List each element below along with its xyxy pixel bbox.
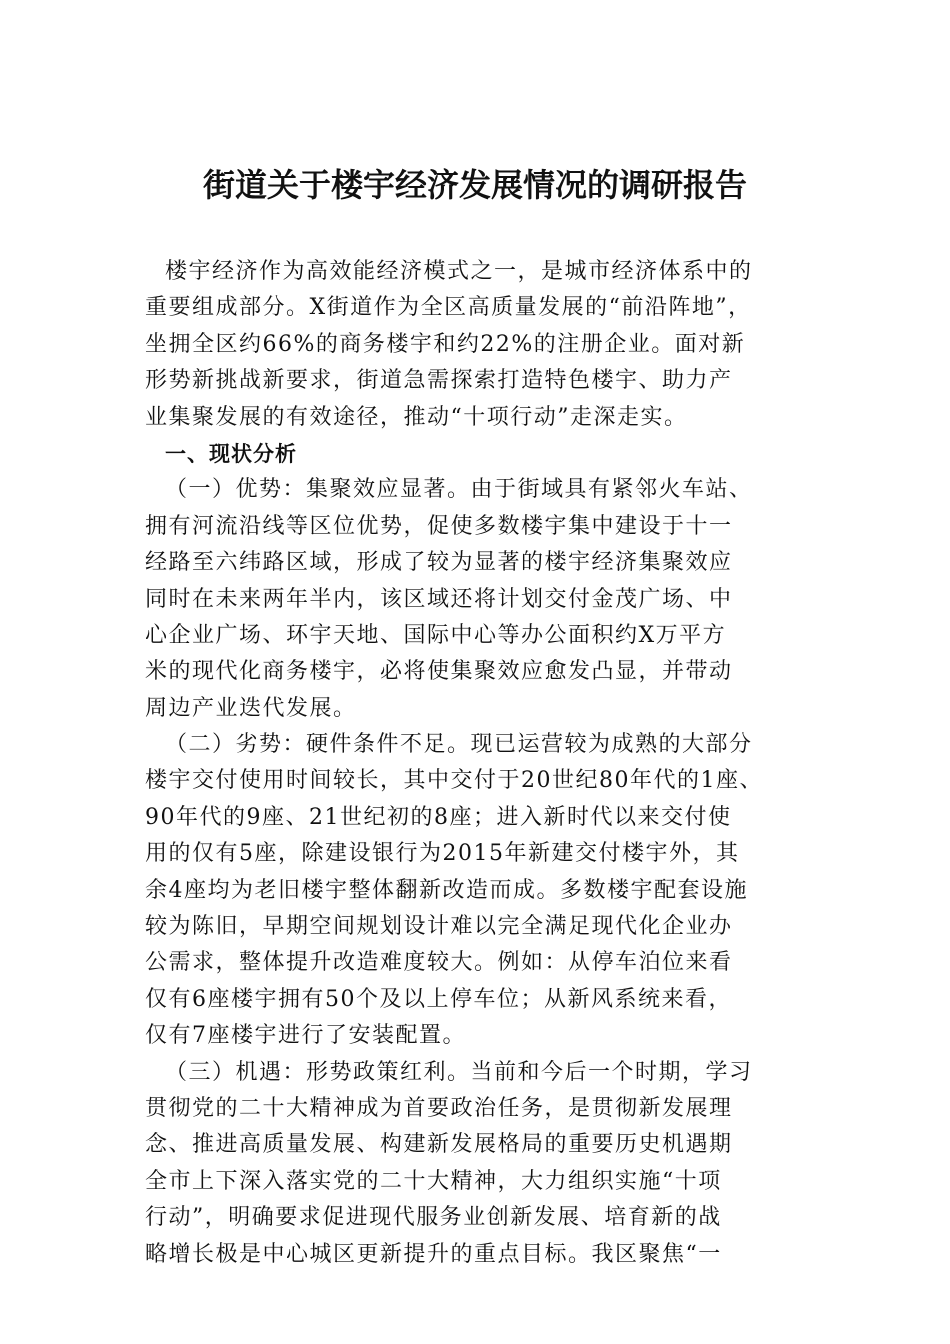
paragraph-line: 业集聚发展的有效途径，推动“十项行动”走深走实。 — [145, 404, 688, 430]
paragraph-line: 周边产业迭代发展。 — [145, 695, 357, 721]
paragraph-line: 较为陈旧，早期空间规划设计难以完全满足现代化企业办 — [145, 914, 733, 940]
paragraph-line: 用的仅有5座，除建设银行为2015年新建交付楼宇外，其 — [145, 841, 740, 867]
document-body — [145, 254, 810, 1273]
paragraph-line: 心企业广场、环宇天地、国际中心等办公面积约X万平方 — [145, 622, 727, 648]
paragraph-line: （三）机遇：形势政策红利。当前和今后一个时期，学习 — [165, 1059, 753, 1085]
paragraph-line: （二）劣势：硬件条件不足。现已运营较为成熟的大部分 — [165, 732, 753, 758]
paragraph-line: 贯彻党的二十大精神成为首要政治任务，是贯彻新发展理 — [145, 1095, 733, 1121]
paragraph-line: 仅有7座楼宇进行了安装配置。 — [145, 1023, 466, 1049]
paragraph-line: 楼宇交付使用时间较长，其中交付于20世纪80年代的1座、 — [145, 768, 763, 794]
paragraph-line: 同时在未来两年半内，该区域还将计划交付金茂广场、中 — [145, 586, 733, 612]
paragraph-line: （一）优势：集聚效应显著。由于街域具有紧邻火车站、 — [165, 477, 753, 503]
paragraph-line: 米的现代化商务楼宇，必将使集聚效应愈发凸显，并带动 — [145, 659, 733, 685]
paragraph-line: 全市上下深入落实党的二十大精神，大力组织实施“十项 — [145, 1168, 722, 1194]
paragraph-line: 形势新挑战新要求，街道急需探索打造特色楼宇、助力产 — [145, 368, 733, 394]
paragraph-line: 90年代的9座、21世纪初的8座；进入新时代以来交付使 — [145, 804, 732, 830]
paragraph-line: 拥有河流沿线等区位优势，促使多数楼宇集中建设于十一 — [145, 513, 733, 539]
paragraph-line: 坐拥全区约66%的商务楼宇和约22%的注册企业。面对新 — [145, 331, 746, 357]
paragraph-line: 念、推进高质量发展、构建新发展格局的重要历史机遇期 — [145, 1132, 733, 1158]
paragraph-line: 重要组成部分。X街道作为全区高质量发展的“前沿阵地”， — [145, 295, 752, 321]
paragraph-line: 经路至六纬路区域，形成了较为显著的楼宇经济集聚效应 — [145, 550, 733, 576]
paragraph-line: 行动”，明确要求促进现代服务业创新发展、培育新的战 — [145, 1205, 722, 1231]
document-title: 街道关于楼宇经济发展情况的调研报告 — [202, 166, 747, 204]
paragraph-line: 余4座均为老旧楼宇整体翻新改造而成。多数楼宇配套设施 — [145, 877, 748, 903]
section-heading: 一、现状分析 — [165, 441, 297, 466]
paragraph-line: 略增长极是中心城区更新提升的重点目标。我区聚焦“一 — [145, 1241, 722, 1267]
paragraph-line: 公需求，整体提升改造难度较大。例如：从停车泊位来看 — [145, 950, 733, 976]
paragraph-line: 楼宇经济作为高效能经济模式之一，是城市经济体系中的 — [165, 259, 753, 284]
paragraph-line: 仅有6座楼宇拥有50个及以上停车位；从新风系统来看， — [145, 986, 732, 1012]
